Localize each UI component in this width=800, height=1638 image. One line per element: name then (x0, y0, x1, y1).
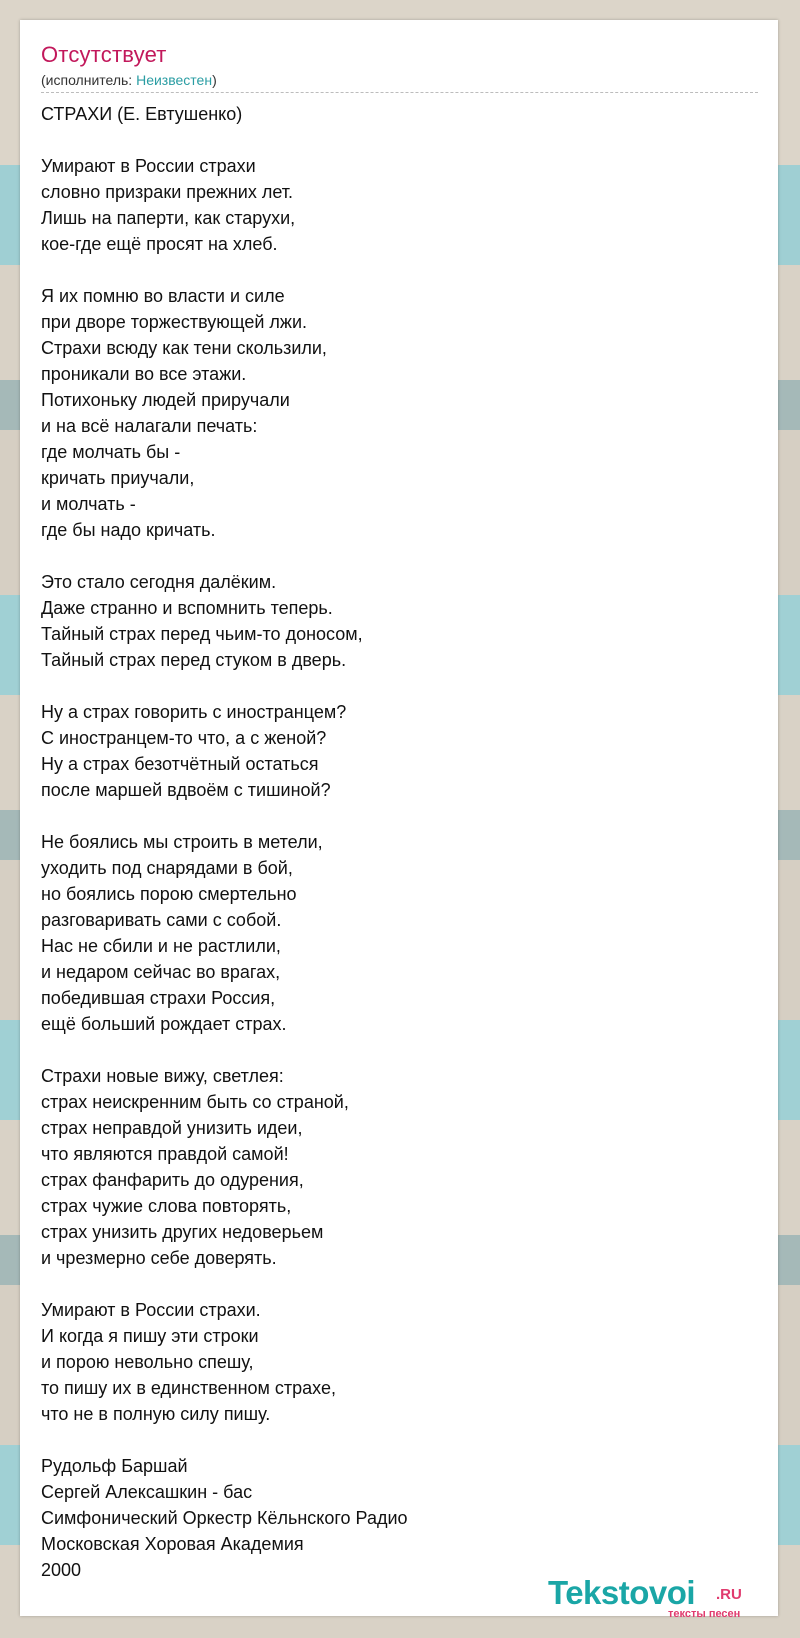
stanza-break (41, 1271, 408, 1297)
lyric-line: страх неправдой унизить идеи, (41, 1118, 303, 1138)
lyric-line: проникали во все этажи. (41, 364, 247, 384)
stanza-break (41, 803, 408, 829)
lyric-line: страх фанфарить до одурения, (41, 1170, 304, 1190)
lyric-line: Тайный страх перед стуком в дверь. (41, 650, 347, 670)
stanza-break (41, 127, 408, 153)
site-logo[interactable] (548, 1575, 773, 1619)
lyric-line: но боялись порою смертельно (41, 884, 297, 904)
lyric-line: после маршей вдвоём с тишиной? (41, 780, 331, 800)
lyric-line: страх унизить других недоверьем (41, 1222, 324, 1242)
lyric-line: Страхи всюду как тени скользили, (41, 338, 327, 358)
lyric-line: победившая страхи Россия, (41, 988, 276, 1008)
lyric-line: Я их помню во власти и силе (41, 286, 285, 306)
lyric-line: СТРАХИ (Е. Евтушенко) (41, 104, 243, 124)
lyric-line: словно призраки прежних лет. (41, 182, 294, 202)
lyric-line: и чрезмерно себе доверять. (41, 1248, 277, 1268)
logo-domain: .RU (716, 1586, 742, 1603)
lyric-line: кое-где ещё просят на хлеб. (41, 234, 278, 254)
lyric-line: кричать приучали, (41, 468, 195, 488)
lyric-line: Даже странно и вспомнить теперь. (41, 598, 333, 618)
lyric-line: где бы надо кричать. (41, 520, 216, 540)
lyric-line: Умирают в России страхи. (41, 1300, 261, 1320)
lyric-line: Ну а страх говорить с иностранцем? (41, 702, 347, 722)
lyric-line: Сергей Алексашкин - бас (41, 1482, 253, 1502)
lyric-line: С иностранцем-то что, а с женой? (41, 728, 327, 748)
stanza-break (41, 673, 408, 699)
lyric-line: и порою невольно спешу, (41, 1352, 254, 1372)
lyric-line: Потихоньку людей приручали (41, 390, 290, 410)
lyric-line: Тайный страх перед чьим-то доносом, (41, 624, 363, 644)
logo-wordmark: Tekstovoi (548, 1574, 696, 1611)
lyric-line: при дворе торжествующей лжи. (41, 312, 308, 332)
performer-close: ) (212, 72, 217, 88)
performer-line (41, 72, 217, 88)
lyrics-text (41, 101, 408, 1583)
performer-link[interactable]: Неизвестен (136, 72, 213, 88)
lyric-line: ещё больший рождает страх. (41, 1014, 287, 1034)
stanza-break (41, 1037, 408, 1063)
lyric-line: уходить под снарядами в бой, (41, 858, 293, 878)
lyric-line: и недаром сейчас во врагах, (41, 962, 281, 982)
lyric-line: Это стало сегодня далёким. (41, 572, 277, 592)
lyric-line: и молчать - (41, 494, 136, 514)
lyric-line: что не в полную силу пишу. (41, 1404, 271, 1424)
lyric-line: страх чужие слова повторять, (41, 1196, 292, 1216)
lyrics-card (20, 20, 778, 1616)
title-divider (41, 92, 758, 93)
lyric-line: Нас не сбили и не растлили, (41, 936, 281, 956)
lyric-line: и на всё налагали печать: (41, 416, 258, 436)
lyric-line: И когда я пишу эти строки (41, 1326, 259, 1346)
lyric-line: Не боялись мы строить в метели, (41, 832, 323, 852)
performer-label: (исполнитель: (41, 72, 137, 88)
stanza-break (41, 257, 408, 283)
lyric-line: Лишь на паперти, как старухи, (41, 208, 296, 228)
lyric-line: то пишу их в единственном страхе, (41, 1378, 336, 1398)
logo-tagline: тексты песен (668, 1608, 741, 1620)
lyric-line: Симфонический Оркестр Кёльнского Радио (41, 1508, 408, 1528)
lyric-line: Умирают в России страхи (41, 156, 256, 176)
lyric-line: Ну а страх безотчётный остаться (41, 754, 319, 774)
lyric-line: разговаривать сами с собой. (41, 910, 282, 930)
stanza-break (41, 543, 408, 569)
stanza-break (41, 1427, 408, 1453)
lyric-line: 2000 (41, 1560, 82, 1580)
song-title: Отсутствует (41, 42, 167, 67)
lyric-line: Страхи новые вижу, светлея: (41, 1066, 284, 1086)
lyric-line: страх неискренним быть со страной, (41, 1092, 349, 1112)
lyric-line: где молчать бы - (41, 442, 181, 462)
lyric-line: Рудольф Баршай (41, 1456, 188, 1476)
lyric-line: Московская Хоровая Академия (41, 1534, 304, 1554)
lyric-line: что являются правдой самой! (41, 1144, 289, 1164)
